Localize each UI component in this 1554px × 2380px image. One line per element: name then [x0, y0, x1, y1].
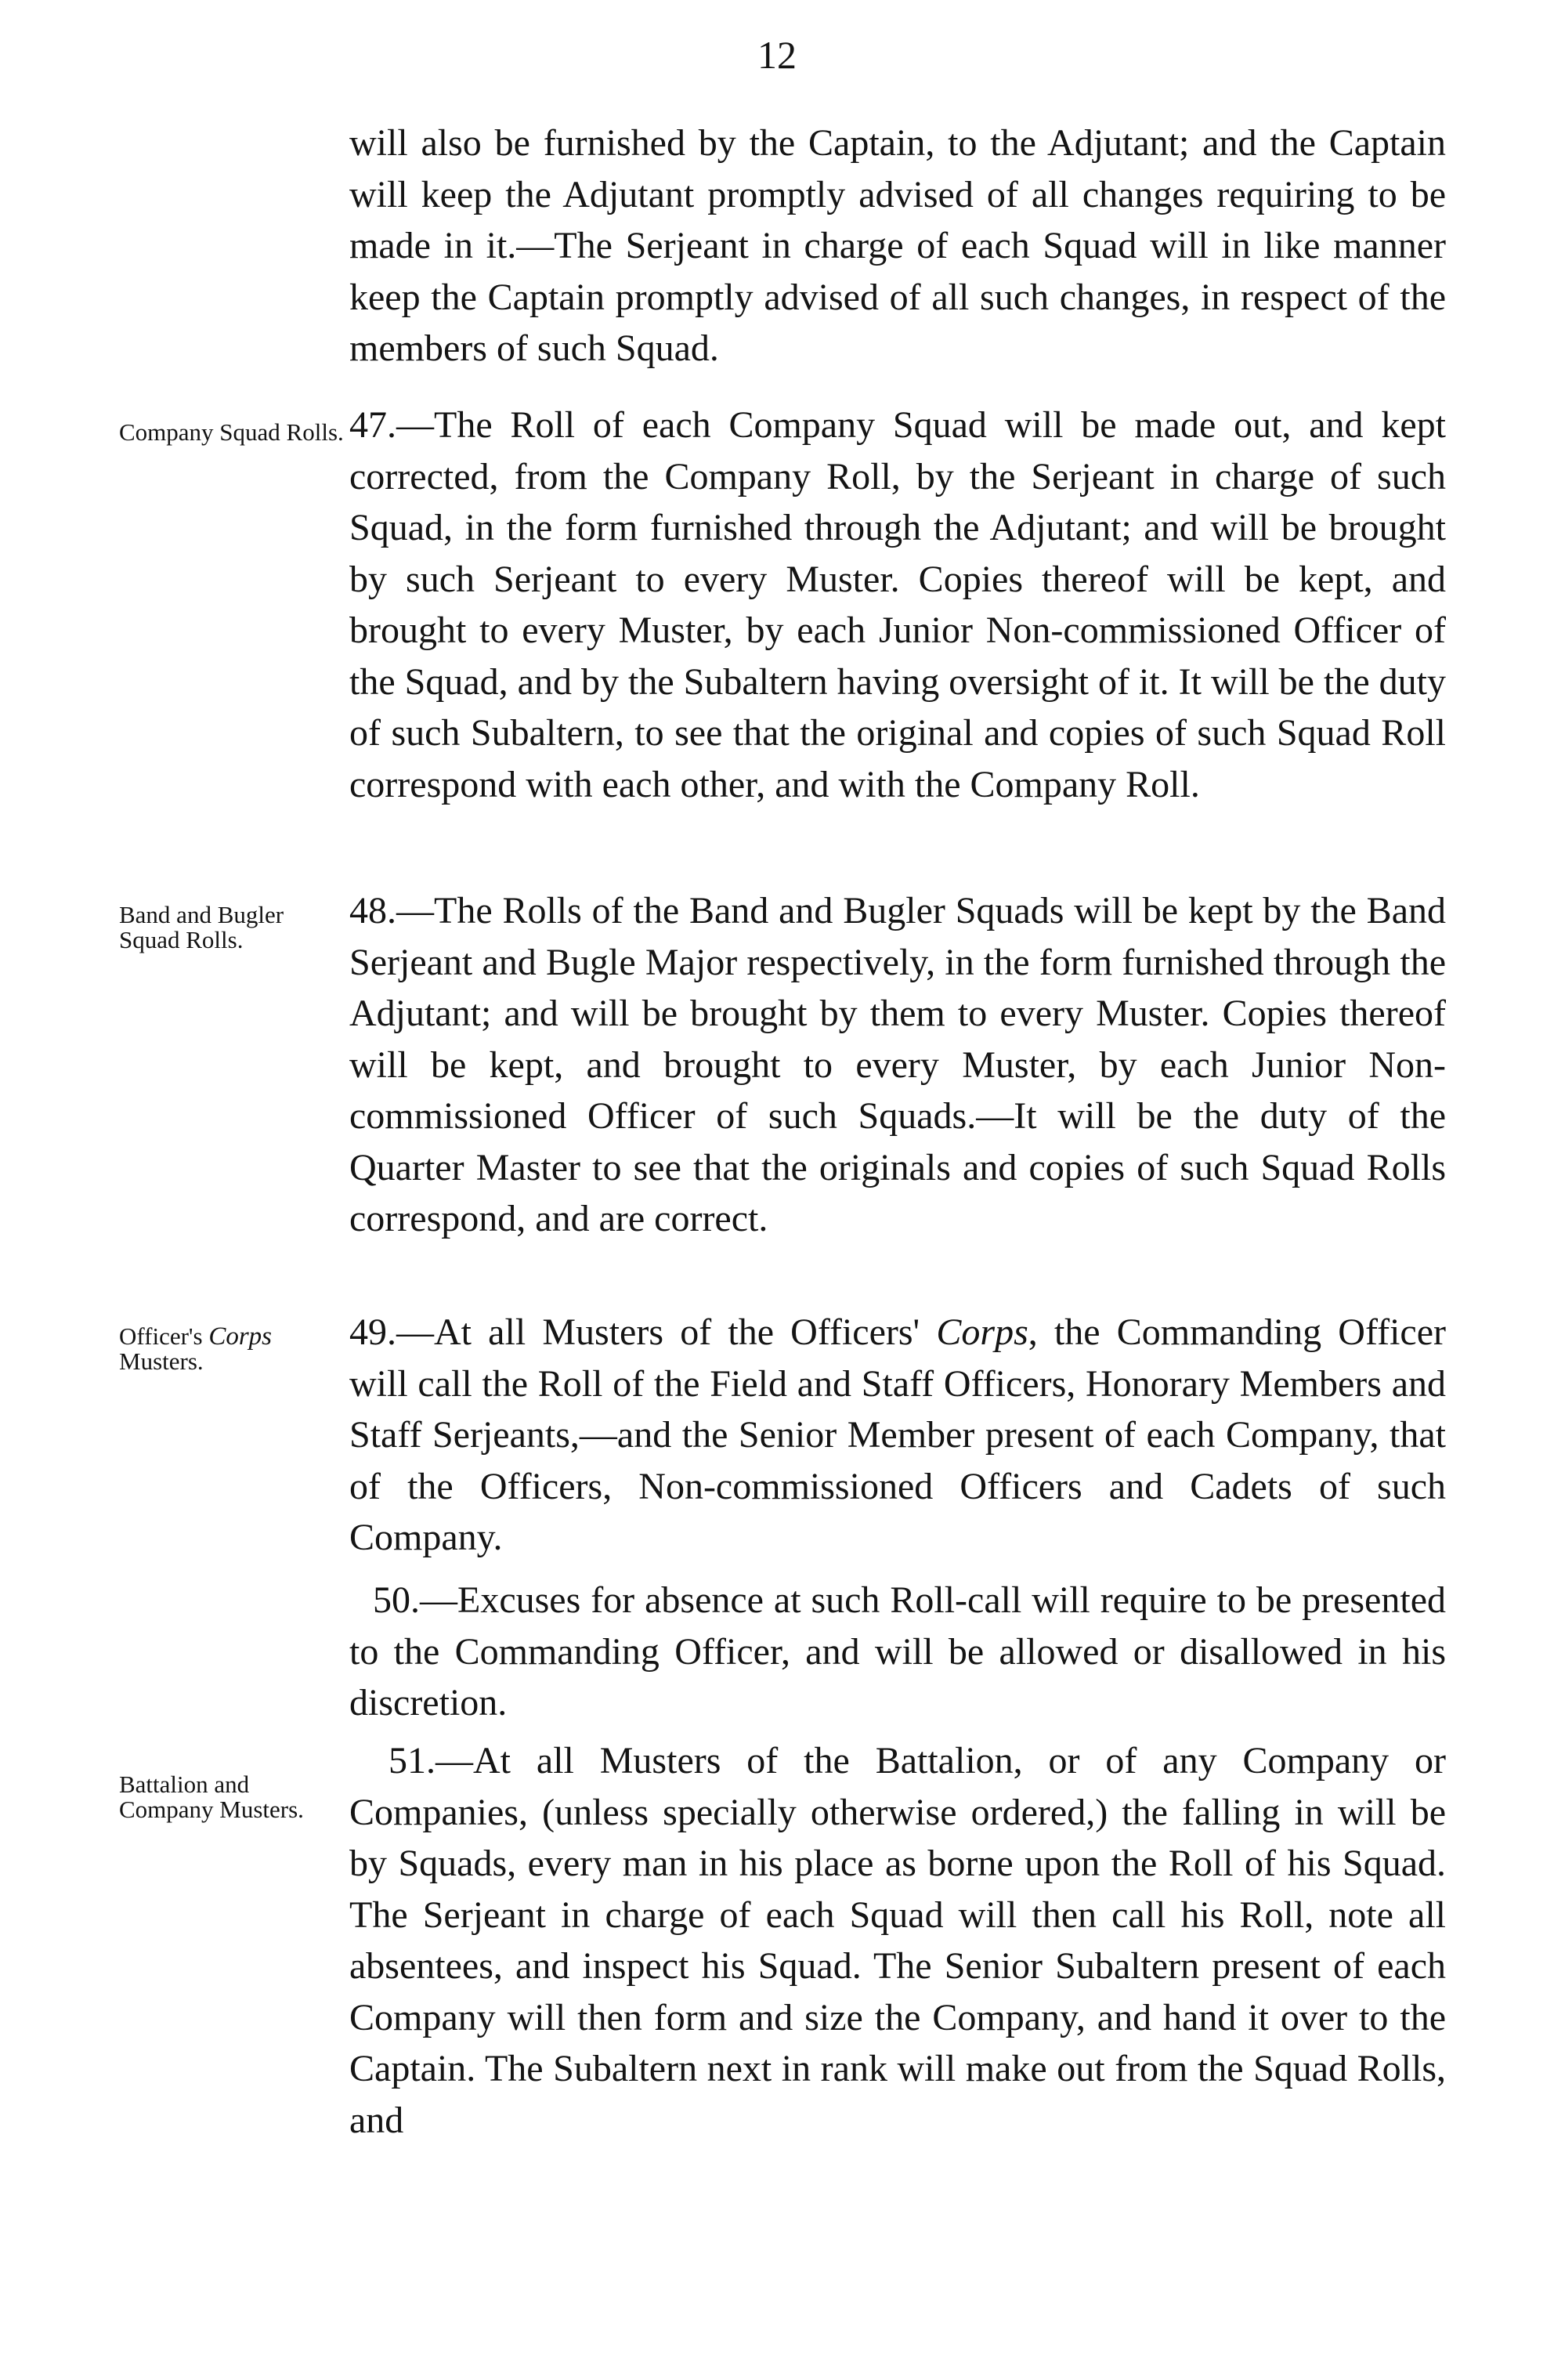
- margin-note-text: Musters.: [119, 1347, 204, 1375]
- margin-note-text: Officer's: [119, 1322, 209, 1350]
- paragraph-48: [349, 885, 1446, 1245]
- paragraph-text: —The Rolls of the Band and Bugler Squads will be kept by the Band Serjeant and Bugle Major respectively, in the form furnished through the Adjutant; and will be brought by them to every Muster. Copies thereof will be kept, and brought to every Muster, by each Junior Non-commissioned Officer of such Squads.—It will be the duty of the Quarter Master to see that the originals and copies of such Squad Rolls correspond, and are correct.: [349, 890, 1446, 1239]
- paragraph-text: —The Roll of each Company Squad will be made out, and kept corrected, from the Company Roll, by the Serjeant in charge of such Squad, in the form furnished through the Adjutant; and will be brought by such Serjeant to every Muster. Copies thereof will be kept, and brought to every Muster, by each Junior Non-commissioned Officer of the Squad, and by the Subaltern having oversight of it. It will be the duty of such Subaltern, to see that the original and copies of such Squad Roll correspond with each other, and with the Company Roll.: [349, 404, 1446, 805]
- margin-note-company-squad-rolls: Company Squad Rolls.: [119, 418, 344, 446]
- paragraph-number: 49.: [349, 1311, 396, 1353]
- margin-note-italic: Corps: [208, 1322, 273, 1351]
- paragraph-number: 50.: [373, 1579, 420, 1621]
- margin-note-battalion-company-musters: Battalion and Company Musters.: [119, 1771, 304, 1823]
- paragraph-text: —At all Musters of the Officers': [396, 1311, 937, 1353]
- margin-note-officers-corps-musters: [119, 1324, 346, 1374]
- paragraph-text: —At all Musters of the Battalion, or of any Company or Companies, (unless specially otherwise ordered,) the falling in will be by Squads, every man in his place as borne upon the Roll of his Squad. The Serjeant in charge of each Squad will then call his Roll, note all absentees, and inspect his Squad. The Senior Subaltern present of each Company will then form and size the Company, and hand it over to the Captain. The Subaltern next in rank will make out from the Squad Rolls, and: [349, 1740, 1446, 2141]
- paragraph-49: [349, 1307, 1446, 1564]
- paragraph-continuation: [349, 118, 1446, 374]
- paragraph-text: will also be furnished by the Captain, to the Adjutant; and the Captain will keep the Adjutant promptly advised of all changes requiring to be made in it.—The Serjeant in charge of each Squad will in like manner keep the Captain promptly advised of all such changes, in respect of the members of such Squad.: [349, 122, 1446, 369]
- paragraph-47: [349, 400, 1446, 810]
- paragraph-number: 51.: [388, 1740, 435, 1781]
- margin-note-band-bugler-squad-rolls: Band and Bugler Squad Rolls.: [119, 901, 284, 953]
- paragraph-text: , the Commanding Officer will call the Roll of the Field and Staff Officers, Honorary Members and Staff Serjeants,—and the Senior Member present of each Company, that of the Officers, Non-commissioned Officers and Cadets of such Company.: [349, 1311, 1446, 1558]
- paragraph-50: [349, 1575, 1446, 1729]
- page-number: 12: [757, 33, 797, 77]
- paragraph-number: 48.: [349, 890, 396, 931]
- paragraph-number: 47.: [349, 404, 396, 446]
- paragraph-italic: Corps: [936, 1311, 1028, 1353]
- paragraph-text: —Excuses for absence at such Roll-call will require to be presented to the Commanding Officer, and will be allowed or disallowed in his discretion.: [349, 1579, 1446, 1724]
- paragraph-51: [349, 1735, 1446, 2146]
